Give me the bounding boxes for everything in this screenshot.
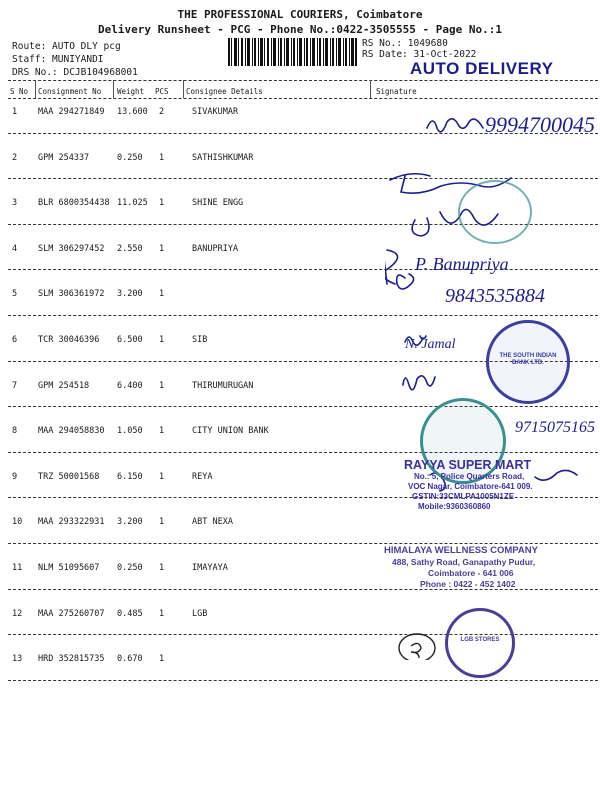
- row-consignment: GPM 254337: [38, 152, 90, 163]
- col-consignment: Consignment No: [38, 87, 102, 96]
- row-consignment: MAA 275260707: [38, 608, 105, 619]
- drs-number: DRS No.: DCJB104968001: [12, 67, 138, 78]
- row-consignee: SHINE ENGG: [192, 198, 244, 209]
- row-pcs: 1: [159, 243, 165, 254]
- row-sno: 1: [12, 107, 18, 117]
- rayya-stamp-line5: Mobile:9360360860: [418, 502, 491, 511]
- row-pcs: 1: [159, 608, 165, 619]
- row-pcs: 1: [159, 426, 165, 437]
- row-sno: 10: [12, 517, 23, 528]
- row-consignment: SLM 306297452: [38, 243, 105, 254]
- row-consignee: SATHISHKUMAR: [192, 152, 254, 163]
- runsheet-title: THE PROFESSIONAL COURIERS, Coimbatore: [177, 8, 423, 21]
- row-weight: 0.250: [117, 563, 143, 573]
- row-weight: 2.550: [117, 243, 143, 254]
- rs-date: RS Date: 31-Oct-2022: [362, 49, 477, 60]
- row-sno: 6: [12, 335, 18, 345]
- runsheet-subtitle: Delivery Runsheet - PCG - Phone No.:0422-3505555 - Page No.:1: [98, 23, 502, 36]
- rayya-stamp-line2: No.: 5, Police Quarters Road,: [414, 472, 525, 481]
- col-consignee: Consignee Details: [186, 87, 263, 96]
- handwritten-name-1: P. Banupriya: [415, 254, 509, 274]
- himalaya-stamp-line4: Phone : 0422 - 452 1402: [420, 579, 516, 589]
- row-weight: 0.250: [117, 152, 143, 163]
- row-sno: 5: [12, 289, 18, 300]
- himalaya-stamp-line2: 488, Sathy Road, Ganapathy Pudur,: [392, 557, 536, 567]
- row-weight: 3.200: [117, 289, 143, 300]
- row-consignee: SIB: [192, 335, 208, 345]
- row-sno: 12: [12, 608, 23, 619]
- row-consignee: REYA: [192, 471, 213, 482]
- row-consignment: SLM 306361972: [38, 289, 105, 300]
- row-sno: 13: [12, 654, 23, 665]
- row-consignment: MAA 294271849: [38, 107, 105, 117]
- bank-stamp: [486, 320, 570, 404]
- row-sno: 11: [12, 563, 23, 573]
- row-pcs: 1: [159, 471, 165, 482]
- route-label: Route: AUTO DLY pcg: [12, 41, 121, 52]
- col-divider: [370, 80, 371, 98]
- row-weight: 6.150: [117, 471, 143, 482]
- col-weight: Weight: [117, 87, 145, 96]
- handwritten-phone-2: 9843535884: [445, 285, 545, 307]
- handwritten-phone-3: 9715075165: [515, 419, 595, 436]
- row-consignment: TCR 30046396: [38, 335, 100, 345]
- row-consignee: CITY UNION BANK: [192, 426, 269, 437]
- col-pcs: PCS: [155, 87, 169, 96]
- rayya-stamp-line1: RAYYA SUPER MART: [404, 458, 532, 472]
- col-divider: [113, 80, 114, 98]
- row-pcs: 1: [159, 517, 165, 528]
- col-divider: [183, 80, 184, 98]
- row-sno: 4: [12, 243, 18, 254]
- himalaya-stamp-line3: Coimbatore - 641 006: [428, 568, 514, 578]
- row-consignment: NLM 51095607: [38, 563, 100, 573]
- row-sno: 9: [12, 471, 18, 482]
- row-sno: 3: [12, 198, 18, 209]
- row-consignment: BLR 6800354438: [38, 198, 110, 209]
- row-consignment: MAA 294058830: [38, 426, 105, 437]
- row-pcs: 1: [159, 563, 165, 573]
- row-weight: 6.500: [117, 335, 143, 345]
- row-sno: 8: [12, 426, 18, 437]
- auto-delivery-stamp: AUTO DELIVERY: [410, 59, 554, 78]
- row-weight: 6.400: [117, 380, 143, 391]
- row-sno: 2: [12, 152, 18, 163]
- row-pcs: 1: [159, 380, 165, 391]
- row-weight: 0.485: [117, 608, 143, 619]
- row-consignee: BANUPRIYA: [192, 243, 239, 254]
- col-signature: Signature: [376, 87, 417, 96]
- row-consignee: LGB: [192, 608, 208, 619]
- himalaya-stamp-line1: HIMALAYA WELLNESS COMPANY: [384, 545, 538, 556]
- row-consignment: TRZ 50001568: [38, 471, 100, 482]
- staff-label: Staff: MUNIYANDI: [12, 54, 104, 65]
- row-weight: 0.670: [117, 654, 143, 665]
- row-pcs: 1: [159, 654, 165, 665]
- row-consignee: THIRUMURUGAN: [192, 380, 254, 391]
- table-header-rule: [8, 98, 598, 99]
- row-weight: 11.025: [117, 198, 148, 209]
- col-divider: [35, 80, 36, 98]
- row-rule: [8, 680, 598, 681]
- row-weight: 3.200: [117, 517, 143, 528]
- bank-stamp-text: THE SOUTH INDIAN BANK LTD.: [499, 353, 557, 366]
- lgb-stamp-text: LGB STORES: [460, 637, 500, 643]
- row-pcs: 1: [159, 198, 165, 209]
- row-weight: 13.600: [117, 107, 148, 117]
- col-sno: S No: [10, 87, 29, 96]
- row-pcs: 1: [159, 289, 165, 300]
- row-pcs: 2: [159, 107, 165, 117]
- rayya-stamp-line4: GSTIN:33CMLPA1005N1ZE: [412, 492, 515, 501]
- row-consignee: ABT NEXA: [192, 517, 233, 528]
- row-consignee: IMAYAYA: [192, 563, 228, 573]
- table-top-rule: [8, 80, 598, 81]
- row-sno: 7: [12, 380, 18, 391]
- handwritten-name-2: N. Jamal: [405, 337, 456, 352]
- row-consignment: MAA 293322931: [38, 517, 105, 528]
- row-weight: 1.050: [117, 426, 143, 437]
- round-stamp: [458, 180, 532, 244]
- row-pcs: 1: [159, 335, 165, 345]
- handwritten-phone-1: 9994700045: [485, 112, 595, 137]
- row-pcs: 1: [159, 152, 165, 163]
- row-consignment: HRD 352815735: [38, 654, 105, 665]
- lgb-stamp: [445, 608, 515, 678]
- rayya-stamp-line3: VOC Nagar, Coimbatore-641 009.: [408, 482, 533, 491]
- barcode: [228, 38, 358, 66]
- row-consignee: SIVAKUMAR: [192, 107, 239, 117]
- rs-number: RS No.: 1049680: [362, 38, 448, 49]
- row-consignment: GPM 254518: [38, 380, 90, 391]
